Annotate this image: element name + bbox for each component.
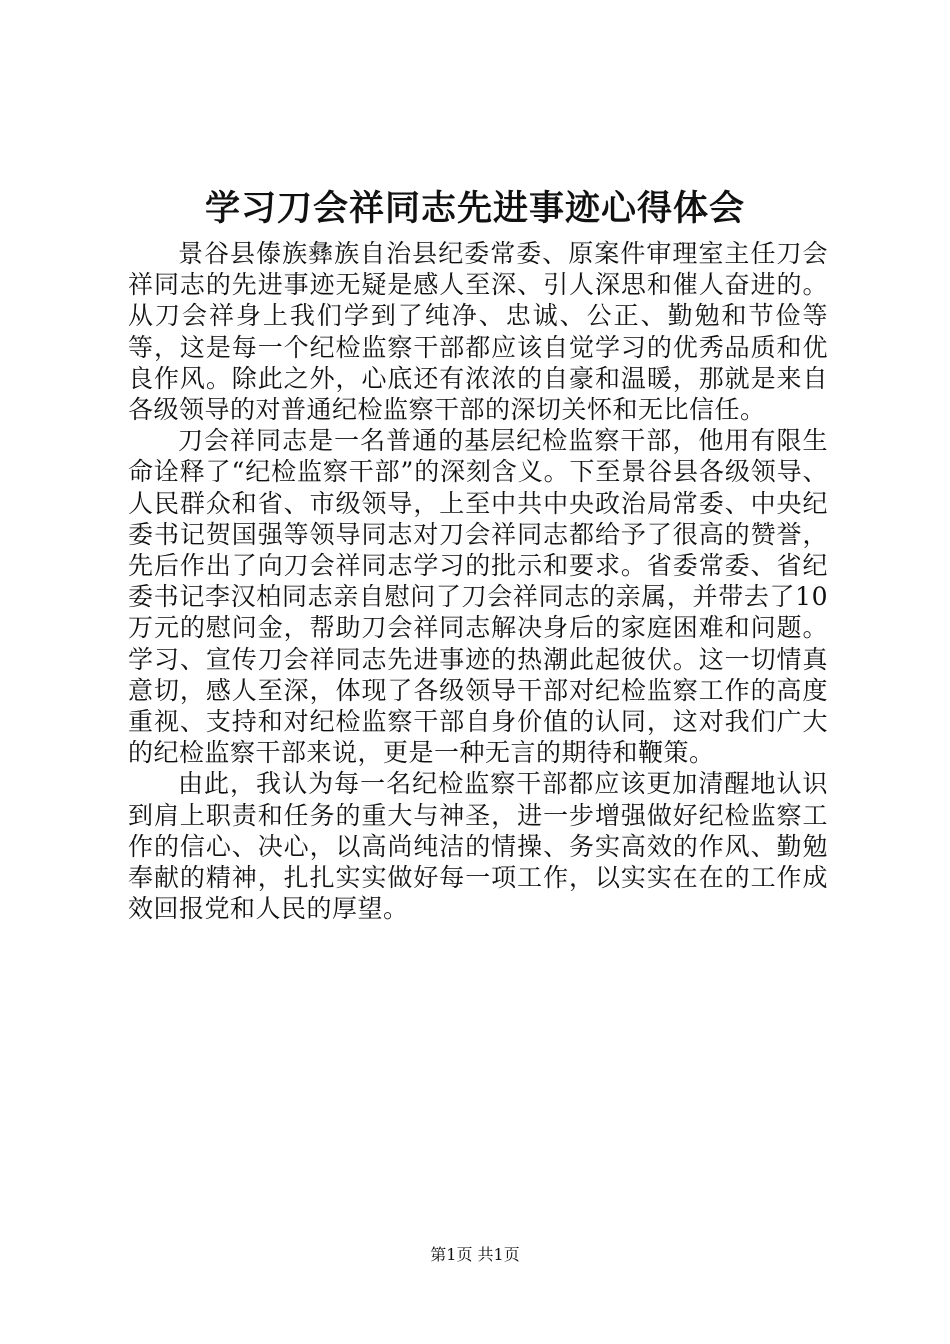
document-title: 学习刀会祥同志先进事迹心得体会 bbox=[204, 189, 745, 229]
document-body bbox=[128, 238, 828, 924]
paragraph-3: 由此，我认为每一名纪检监察干部都应该更加清醒地认识到肩上职责和任务的重大与神圣，进一步增强做好纪检监察工作的信心、决心，以高尚纯洁的情操、务实高效的作风、勤勉奉献的精神，扎扎实实做好每一项工作，以实实在在的工作成效回报党和人民的厚望。 bbox=[128, 769, 828, 924]
paragraph-2: 刀会祥同志是一名普通的基层纪检监察干部，他用有限生命诠释了“纪检监察干部”的深刻含义。下至景谷县各级领导、人民群众和省、市级领导，上至中共中央政治局常委、中央纪委书记贺国强等领导同志对刀会祥同志都给予了很高的赞誉，先后作出了向刀会祥同志学习的批示和要求。省委常委、省纪委书记李汉柏同志亲自慰问了刀会祥同志的亲属，并带去了10万元的慰问金，帮助刀会祥同志解决身后的家庭困难和问题。学习、宣传刀会祥同志先进事迹的热潮此起彼伏。这一切情真意切，感人至深，体现了各级领导干部对纪检监察工作的高度重视、支持和对纪检监察干部自身价值的认同，这对我们广大的纪检监察干部来说，更是一种无言的期待和鞭策。 bbox=[128, 426, 828, 768]
page-footer: 第1页 共1页 bbox=[430, 1245, 520, 1264]
paragraph-1: 景谷县傣族彝族自治县纪委常委、原案件审理室主任刀会祥同志的先进事迹无疑是感人至深、引人深思和催人奋进的。从刀会祥身上我们学到了纯净、忠诚、公正、勤勉和节俭等等，这是每一个纪检监察干部都应该自觉学习的优秀品质和优良作风。除此之外，心底还有浓浓的自豪和温暖，那就是来自各级领导的对普通纪检监察干部的深切关怀和无比信任。 bbox=[128, 239, 828, 425]
